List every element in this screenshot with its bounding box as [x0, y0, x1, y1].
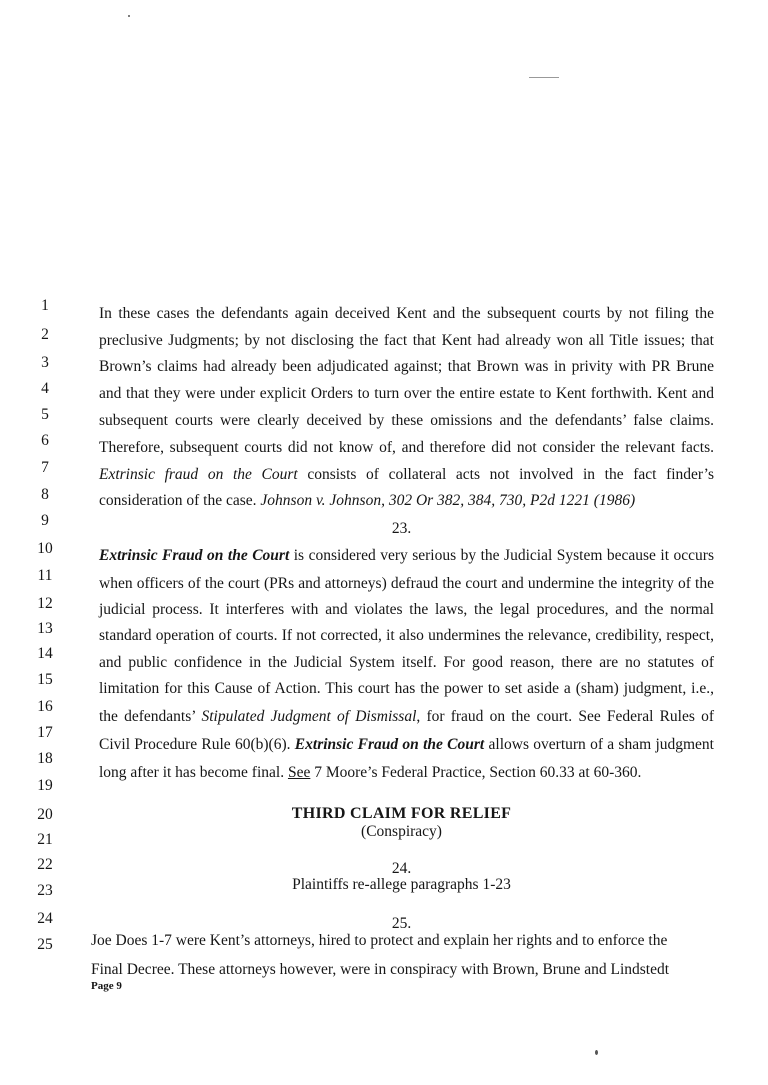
- body-line: In these cases the defendants again deceived Kent and the subsequent courts by not filing the: [99, 305, 714, 322]
- line-number: 19: [37, 777, 53, 794]
- bold-term: Extrinsic Fraud on the Court: [99, 547, 290, 564]
- body-text: 7 Moore’s Federal Practice, Section 60.33 at 60-360.: [310, 764, 642, 781]
- body-line: judicial process. It interferes with and violates the laws, the legal procedures, and the normal: [99, 601, 714, 618]
- body-line: subsequent courts were clearly deceived by these omissions and the defendants’ false claims.: [99, 412, 714, 429]
- body-text: , for fraud on the court. See Federal Rules of: [416, 708, 715, 725]
- line-number: 25: [37, 936, 53, 953]
- body-line: [99, 736, 714, 754]
- body-text: the defendants’: [99, 708, 202, 725]
- body-line: Brown’s claims had already been adjudicated against; that Brown was in privity with PR Brune: [99, 358, 714, 375]
- body-text: is considered very serious by the Judicial System because it occurs: [289, 547, 714, 564]
- page-number: Page 9: [91, 980, 122, 992]
- line-number: 24: [37, 910, 53, 927]
- line-number: 4: [41, 380, 49, 397]
- section-subheading: (Conspiracy): [361, 823, 442, 840]
- body-line: preclusive Judgments; by not disclosing the fact that Kent had already won all Title issues; that: [99, 332, 714, 349]
- body-line: limitation for this Cause of Action. This court has the power to set aside a (sham) judgment, i.e.,: [99, 680, 714, 697]
- line-number: 7: [41, 459, 49, 476]
- line-number: 16: [37, 698, 53, 715]
- line-number: 8: [41, 486, 49, 503]
- line-number: 17: [37, 724, 53, 741]
- line-number: 20: [37, 806, 53, 823]
- body-line: [99, 547, 714, 565]
- line-number: 21: [37, 831, 53, 848]
- line-number: 10: [37, 540, 53, 557]
- line-number: 18: [37, 750, 53, 767]
- body-line: and public confidence in the Judicial System itself. For good reason, there are no statutes of: [99, 654, 714, 671]
- body-text: Civil Procedure Rule 60(b)(6).: [99, 736, 295, 753]
- scan-speck: [128, 15, 130, 17]
- body-line: when officers of the court (PRs and attorneys) defraud the court and undermine the integrity of the: [99, 575, 714, 592]
- body-text: consists of collateral acts not involved in the fact finder’s: [297, 466, 714, 483]
- line-number: 15: [37, 671, 53, 688]
- see-signal: See: [287, 764, 311, 781]
- line-number: 11: [37, 567, 53, 584]
- italic-term: Stipulated Judgment of Dismissal: [201, 708, 417, 725]
- italic-term: Extrinsic fraud on the Court: [99, 466, 298, 483]
- line-number: 9: [41, 512, 49, 529]
- scan-speck: [529, 77, 559, 78]
- body-line: Joe Does 1-7 were Kent’s attorneys, hired to protect and explain her rights and to enforce the: [91, 932, 668, 949]
- section-heading: THIRD CLAIM FOR RELIEF: [291, 805, 512, 822]
- line-number: 1: [41, 297, 49, 314]
- line-number: 23: [37, 882, 53, 899]
- case-citation: Johnson v. Johnson, 302 Or 382, 384, 730, P2d 1221 (1986): [260, 492, 636, 509]
- body-line: Plaintiffs re-allege paragraphs 1-23: [292, 876, 511, 893]
- line-number: 22: [37, 856, 53, 873]
- line-number: 12: [37, 595, 53, 612]
- line-number: 2: [41, 326, 49, 343]
- body-text: long after it has become final.: [99, 764, 288, 781]
- body-line: [99, 466, 714, 484]
- body-line: and that they were under explicit Orders to turn over the entire estate to Kent forthwith. Kent and: [99, 385, 714, 402]
- body-line: Final Decree. These attorneys however, were in conspiracy with Brown, Brune and Lindstedt: [91, 961, 670, 978]
- paragraph-number: 23.: [391, 520, 412, 537]
- paragraph-number: 25.: [391, 915, 412, 932]
- line-number: 3: [41, 354, 49, 371]
- body-line: [99, 764, 714, 782]
- body-text: allows overturn of a sham judgment: [484, 736, 714, 753]
- bold-term: Extrinsic Fraud on the Court: [294, 736, 485, 753]
- scan-speck: [595, 1050, 598, 1055]
- paragraph-number: 24.: [391, 860, 412, 877]
- body-line: [99, 492, 714, 510]
- body-text: consideration of the case.: [99, 492, 261, 509]
- line-number: 13: [37, 620, 53, 637]
- body-line: standard operation of courts. If not corrected, it also undermines the relevance, credibility, respect,: [99, 627, 714, 644]
- line-number: 5: [41, 406, 49, 423]
- body-line: Therefore, subsequent courts did not know of, and therefore did not consider the relevant facts.: [99, 439, 714, 456]
- line-number: 14: [37, 645, 53, 662]
- body-line: [99, 708, 714, 726]
- line-number: 6: [41, 432, 49, 449]
